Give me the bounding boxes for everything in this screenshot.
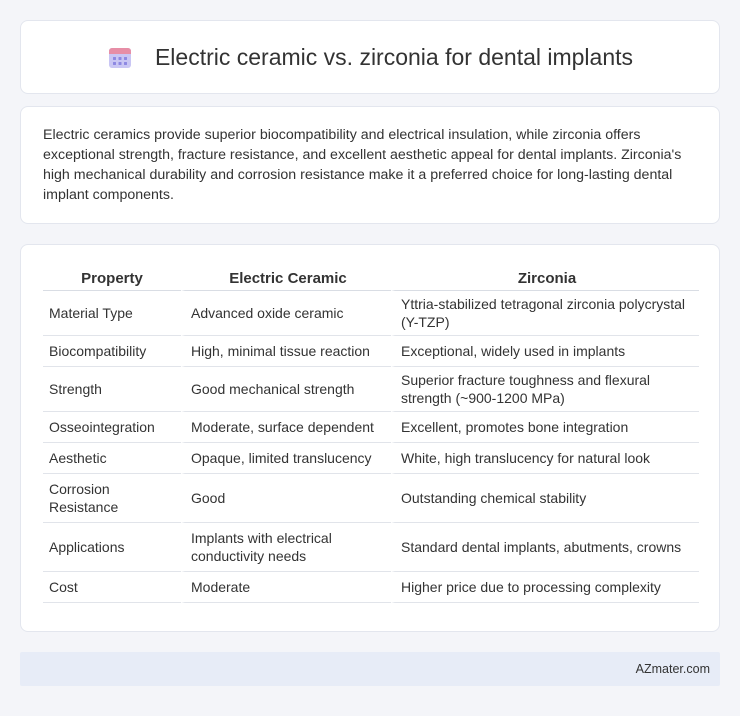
row-property: Corrosion Resistance [43, 474, 181, 523]
table-row [43, 523, 699, 572]
row-property: Material Type [43, 291, 181, 336]
table-header-row [43, 265, 699, 291]
calendar-icon [107, 44, 133, 70]
row-electric-ceramic: Opaque, limited translucency [181, 443, 391, 474]
table-row [43, 336, 699, 367]
row-property: Osseointegration [43, 412, 181, 443]
table-row [43, 572, 699, 603]
summary-text: Electric ceramics provide superior biocompatibility and electrical insulation, while zirconia offers exceptional strength, fracture resistance, and excellent aesthetic appeal for dental implants. Zirconia's high mechanical durability and corrosion resistance make it a preferred choice for long-lasting dental implant components. [43, 127, 682, 203]
title-card [20, 20, 720, 94]
table-row [43, 474, 699, 523]
summary-card [20, 106, 720, 224]
table-row [43, 443, 699, 474]
row-property: Aesthetic [43, 443, 181, 474]
header-zirconia: Zirconia [391, 265, 699, 291]
footer [20, 652, 720, 686]
table-row [43, 291, 699, 336]
row-zirconia: Yttria-stabilized tetragonal zirconia polycrystal (Y-TZP) [391, 291, 699, 336]
row-zirconia: Exceptional, widely used in implants [391, 336, 699, 367]
row-electric-ceramic: Good mechanical strength [181, 367, 391, 412]
row-zirconia: Outstanding chemical stability [391, 474, 699, 523]
header-property: Property [43, 265, 181, 291]
row-property: Biocompatibility [43, 336, 181, 367]
row-zirconia: Superior fracture toughness and flexural strength (~900-1200 MPa) [391, 367, 699, 412]
row-property: Cost [43, 572, 181, 603]
table-row [43, 367, 699, 412]
footer-brand: AZmater.com [635, 662, 710, 676]
row-electric-ceramic: Moderate, surface dependent [181, 412, 391, 443]
row-zirconia: Higher price due to processing complexity [391, 572, 699, 603]
row-zirconia: Excellent, promotes bone integration [391, 412, 699, 443]
row-electric-ceramic: Moderate [181, 572, 391, 603]
comparison-table-card [20, 244, 720, 632]
row-electric-ceramic: Implants with electrical conductivity needs [181, 523, 391, 572]
row-zirconia: White, high translucency for natural look [391, 443, 699, 474]
page-title: Electric ceramic vs. zirconia for dental implants [154, 43, 634, 70]
comparison-table [43, 265, 699, 603]
row-property: Applications [43, 523, 181, 572]
row-electric-ceramic: High, minimal tissue reaction [181, 336, 391, 367]
row-electric-ceramic: Advanced oxide ceramic [181, 291, 391, 336]
row-zirconia: Standard dental implants, abutments, crowns [391, 523, 699, 572]
row-electric-ceramic: Good [181, 474, 391, 523]
header-electric-ceramic: Electric Ceramic [181, 265, 391, 291]
row-property: Strength [43, 367, 181, 412]
table-row [43, 412, 699, 443]
